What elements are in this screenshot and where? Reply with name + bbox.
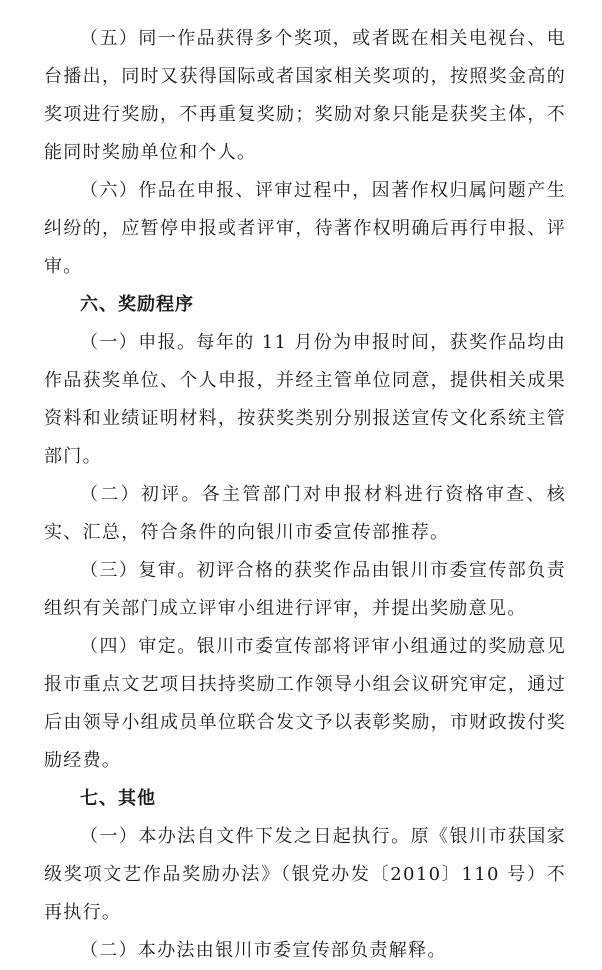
paragraph-5-multiple-awards: （五）同一作品获得多个奖项，或者既在相关电视台、电台播出，同时又获得国际或者国家相关奖项的，按照奖金高的奖项进行奖励，不再重复奖励；奖励对象只能是获奖主体，不能同时奖励单位和个人。 [44,28,566,163]
paragraph-6-copyright-dispute: （六）作品在申报、评审过程中，因著作权归属问题产生纠纷的，应暂停申报或者评审，待著作权明确后再行申报、评审。 [44,180,566,277]
document-page [44,20,566,970]
paragraph-procedure-1-application: （一）申报。每年的 11 月份为申报时间，获奖作品均由作品获奖单位、个人申报，并经主管单位同意，提供相关成果资料和业绩证明材料，按获奖类别分别报送宣传文化系统主管部门。 [44,332,566,467]
paragraph-procedure-3-re-review: （三）复审。初评合格的获奖作品由银川市委宣传部负责组织有关部门成立评审小组进行评审，并提出奖励意见。 [44,560,566,619]
paragraph-procedure-2-preliminary-review: （二）初评。各主管部门对申报材料进行资格审查、核实、汇总，符合条件的向银川市委宣传部推荐。 [44,484,566,543]
section-heading-award-procedure: 六、奖励程序 [80,294,194,315]
paragraph-other-1-effective-date: （一）本办法自文件下发之日起执行。原《银川市获国家级奖项文艺作品奖励办法》（银党办发〔2010〕110 号）不再执行。 [44,826,566,923]
paragraph-procedure-4-approval: （四）审定。银川市委宣传部将评审小组通过的奖励意见报市重点文艺项目扶持奖励工作领导小组会议研究审定，通过后由领导小组成员单位联合发文予以表彰奖励，市财政拨付奖励经费。 [44,636,566,771]
section-heading-other: 七、其他 [80,788,156,809]
paragraph-other-2-interpretation: （二）本办法由银川市委宣传部负责解释。 [80,940,447,961]
